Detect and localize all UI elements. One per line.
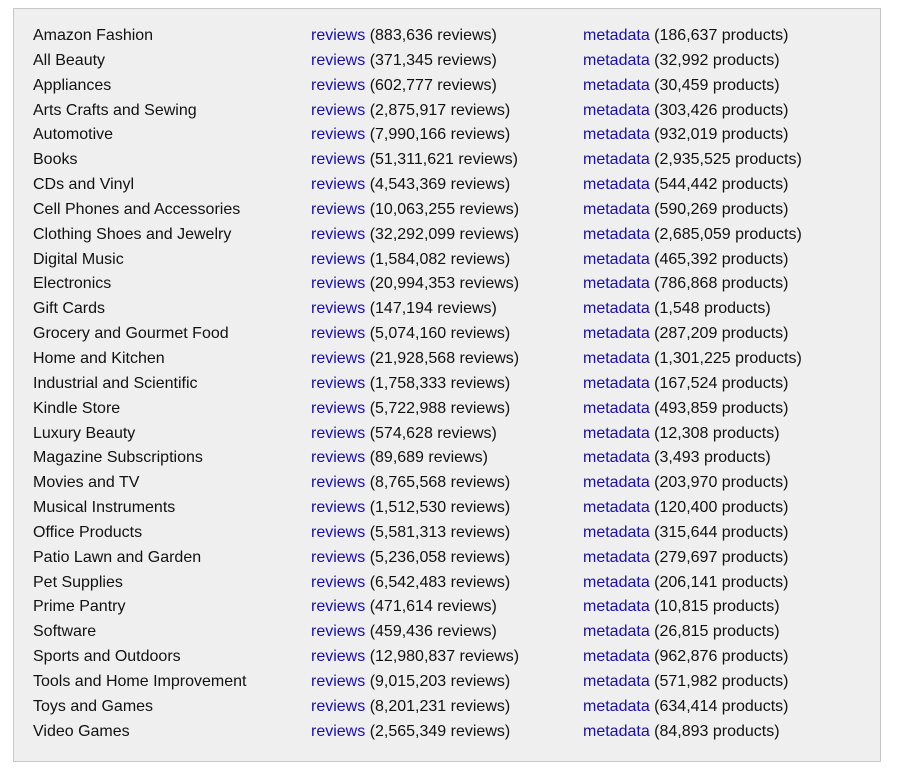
reviews-cell xyxy=(311,695,583,720)
reviews-cell xyxy=(311,620,583,645)
metadata-count: (186,637 products) xyxy=(654,27,789,44)
metadata-link[interactable]: metadata xyxy=(583,499,650,517)
reviews-cell xyxy=(311,322,583,347)
metadata-link[interactable]: metadata xyxy=(583,523,650,541)
reviews-link[interactable]: reviews xyxy=(311,349,366,367)
category-name: Patio Lawn and Garden xyxy=(33,548,202,566)
category-name: Digital Music xyxy=(33,250,124,268)
dataset-table-body xyxy=(33,24,823,744)
reviews-cell xyxy=(311,471,583,496)
reviews-cell xyxy=(311,248,583,273)
reviews-link[interactable]: reviews xyxy=(311,573,366,591)
table-row xyxy=(33,198,823,223)
metadata-count: (465,392 products) xyxy=(654,250,789,268)
metadata-count: (1,548 products) xyxy=(654,300,771,318)
reviews-count: (20,994,353 reviews) xyxy=(369,275,520,293)
reviews-link[interactable]: reviews xyxy=(311,76,366,94)
metadata-link[interactable]: metadata xyxy=(583,349,650,367)
metadata-count: (3,493 products) xyxy=(654,449,771,467)
reviews-link[interactable]: reviews xyxy=(311,101,366,119)
reviews-cell xyxy=(311,496,583,521)
metadata-cell xyxy=(583,422,823,447)
reviews-cell xyxy=(311,595,583,620)
reviews-link[interactable]: reviews xyxy=(311,672,366,690)
metadata-link[interactable]: metadata xyxy=(583,325,650,343)
reviews-cell xyxy=(311,123,583,148)
table-row xyxy=(33,322,823,347)
metadata-cell xyxy=(583,496,823,521)
reviews-count: (32,292,099 reviews) xyxy=(369,225,520,243)
reviews-count: (2,875,917 reviews) xyxy=(369,101,511,119)
category-name: Tools and Home Improvement xyxy=(33,672,247,690)
metadata-link[interactable]: metadata xyxy=(583,51,650,69)
metadata-link[interactable]: metadata xyxy=(583,548,650,566)
reviews-count: (9,015,203 reviews) xyxy=(369,672,511,690)
reviews-link[interactable]: reviews xyxy=(311,449,366,467)
reviews-link[interactable]: reviews xyxy=(311,126,366,144)
reviews-cell xyxy=(311,645,583,670)
table-row xyxy=(33,347,823,372)
reviews-link[interactable]: reviews xyxy=(311,374,366,392)
reviews-count: (574,628 reviews) xyxy=(369,424,497,442)
dataset-panel xyxy=(13,8,881,762)
metadata-cell xyxy=(583,322,823,347)
metadata-count: (634,414 products) xyxy=(654,697,789,715)
table-row xyxy=(33,571,823,596)
metadata-link[interactable]: metadata xyxy=(583,300,650,318)
reviews-count: (10,063,255 reviews) xyxy=(369,200,520,218)
metadata-cell xyxy=(583,74,823,99)
reviews-cell xyxy=(311,49,583,74)
table-row xyxy=(33,496,823,521)
metadata-cell xyxy=(583,521,823,546)
category-name: Prime Pantry xyxy=(33,598,126,616)
metadata-cell xyxy=(583,248,823,273)
category-name: Home and Kitchen xyxy=(33,349,165,367)
reviews-cell xyxy=(311,571,583,596)
category-name: CDs and Vinyl xyxy=(33,176,135,194)
reviews-count: (21,928,568 reviews) xyxy=(369,349,520,367)
metadata-count: (571,982 products) xyxy=(654,672,789,690)
reviews-link[interactable]: reviews xyxy=(311,275,366,293)
reviews-cell xyxy=(311,670,583,695)
metadata-count: (10,815 products) xyxy=(654,598,780,616)
category-name: Arts Crafts and Sewing xyxy=(33,101,197,119)
reviews-cell xyxy=(311,99,583,124)
table-row xyxy=(33,670,823,695)
reviews-cell xyxy=(311,422,583,447)
table-row xyxy=(33,422,823,447)
table-row xyxy=(33,74,823,99)
reviews-cell xyxy=(311,74,583,99)
metadata-cell xyxy=(583,49,823,74)
metadata-cell xyxy=(583,272,823,297)
table-row xyxy=(33,123,823,148)
reviews-cell xyxy=(311,297,583,322)
metadata-count: (203,970 products) xyxy=(654,474,789,492)
reviews-cell xyxy=(311,24,583,49)
reviews-cell xyxy=(311,347,583,372)
table-row xyxy=(33,595,823,620)
category-name: Pet Supplies xyxy=(33,573,123,591)
reviews-link[interactable]: reviews xyxy=(311,623,366,641)
metadata-cell xyxy=(583,372,823,397)
reviews-link[interactable]: reviews xyxy=(311,200,366,218)
metadata-link[interactable]: metadata xyxy=(583,225,650,243)
metadata-link[interactable]: metadata xyxy=(583,623,650,641)
metadata-count: (32,992 products) xyxy=(654,51,780,69)
table-row xyxy=(33,272,823,297)
reviews-link[interactable]: reviews xyxy=(311,151,366,169)
category-name: Clothing Shoes and Jewelry xyxy=(33,225,232,243)
table-row xyxy=(33,620,823,645)
reviews-cell xyxy=(311,397,583,422)
category-name: Industrial and Scientific xyxy=(33,374,198,392)
metadata-cell xyxy=(583,446,823,471)
metadata-count: (26,815 products) xyxy=(654,623,780,641)
reviews-cell xyxy=(311,223,583,248)
metadata-count: (590,269 products) xyxy=(654,200,789,218)
metadata-link[interactable]: metadata xyxy=(583,399,650,417)
metadata-cell xyxy=(583,670,823,695)
reviews-count: (459,436 reviews) xyxy=(369,623,497,641)
table-row xyxy=(33,546,823,571)
reviews-cell xyxy=(311,546,583,571)
reviews-cell xyxy=(311,720,583,745)
reviews-count: (1,584,082 reviews) xyxy=(369,250,511,268)
metadata-cell xyxy=(583,148,823,173)
table-row xyxy=(33,397,823,422)
reviews-link[interactable]: reviews xyxy=(311,176,366,194)
category-name: Video Games xyxy=(33,722,130,740)
table-row xyxy=(33,49,823,74)
category-name: Musical Instruments xyxy=(33,499,176,517)
metadata-cell xyxy=(583,223,823,248)
reviews-link[interactable]: reviews xyxy=(311,325,366,343)
metadata-link[interactable]: metadata xyxy=(583,449,650,467)
metadata-cell xyxy=(583,620,823,645)
reviews-link[interactable]: reviews xyxy=(311,399,366,417)
metadata-cell xyxy=(583,546,823,571)
reviews-count: (1,758,333 reviews) xyxy=(369,374,511,392)
metadata-count: (30,459 products) xyxy=(654,76,780,94)
reviews-link[interactable]: reviews xyxy=(311,27,366,44)
reviews-count: (147,194 reviews) xyxy=(369,300,497,318)
category-name: Books xyxy=(33,151,78,169)
metadata-cell xyxy=(583,397,823,422)
reviews-link[interactable]: reviews xyxy=(311,250,366,268)
reviews-link[interactable]: reviews xyxy=(311,474,366,492)
reviews-count: (5,236,058 reviews) xyxy=(369,548,511,566)
reviews-cell xyxy=(311,173,583,198)
metadata-count: (493,859 products) xyxy=(654,399,789,417)
reviews-link[interactable]: reviews xyxy=(311,548,366,566)
reviews-count: (2,565,349 reviews) xyxy=(369,722,511,740)
reviews-link[interactable]: reviews xyxy=(311,523,366,541)
reviews-count: (471,614 reviews) xyxy=(369,598,497,616)
reviews-cell xyxy=(311,446,583,471)
metadata-link[interactable]: metadata xyxy=(583,598,650,616)
metadata-cell xyxy=(583,645,823,670)
table-row xyxy=(33,521,823,546)
reviews-count: (883,636 reviews) xyxy=(369,27,497,44)
metadata-count: (120,400 products) xyxy=(654,499,789,517)
metadata-cell xyxy=(583,24,823,49)
reviews-count: (1,512,530 reviews) xyxy=(369,499,511,517)
metadata-link[interactable]: metadata xyxy=(583,126,650,144)
table-row xyxy=(33,695,823,720)
table-row xyxy=(33,645,823,670)
table-row xyxy=(33,297,823,322)
metadata-cell xyxy=(583,595,823,620)
metadata-count: (287,209 products) xyxy=(654,325,789,343)
reviews-link[interactable]: reviews xyxy=(311,51,366,69)
metadata-count: (962,876 products) xyxy=(654,648,789,666)
table-row xyxy=(33,372,823,397)
metadata-count: (315,644 products) xyxy=(654,523,789,541)
reviews-link[interactable]: reviews xyxy=(311,722,366,740)
category-name: Cell Phones and Accessories xyxy=(33,200,241,218)
reviews-cell xyxy=(311,198,583,223)
table-row xyxy=(33,99,823,124)
metadata-cell xyxy=(583,347,823,372)
category-name: Movies and TV xyxy=(33,474,140,492)
metadata-cell xyxy=(583,571,823,596)
metadata-link[interactable]: metadata xyxy=(583,275,650,293)
metadata-cell xyxy=(583,695,823,720)
category-name: Automotive xyxy=(33,126,114,144)
metadata-cell xyxy=(583,173,823,198)
metadata-link[interactable]: metadata xyxy=(583,250,650,268)
category-name: Software xyxy=(33,623,97,641)
reviews-cell xyxy=(311,372,583,397)
metadata-cell xyxy=(583,99,823,124)
metadata-link[interactable]: metadata xyxy=(583,374,650,392)
metadata-link[interactable]: metadata xyxy=(583,76,650,94)
reviews-cell xyxy=(311,148,583,173)
table-row xyxy=(33,148,823,173)
category-name: Amazon Fashion xyxy=(33,27,154,44)
category-name: Sports and Outdoors xyxy=(33,648,181,666)
reviews-count: (5,581,313 reviews) xyxy=(369,523,511,541)
table-row xyxy=(33,248,823,273)
category-name: Office Products xyxy=(33,523,143,541)
metadata-cell xyxy=(583,123,823,148)
category-name: Magazine Subscriptions xyxy=(33,449,203,467)
reviews-cell xyxy=(311,521,583,546)
reviews-link[interactable]: reviews xyxy=(311,300,366,318)
reviews-count: (4,543,369 reviews) xyxy=(369,176,511,194)
dataset-table xyxy=(33,24,823,744)
category-name: Gift Cards xyxy=(33,300,106,318)
metadata-count: (2,935,525 products) xyxy=(654,151,802,169)
reviews-count: (602,777 reviews) xyxy=(369,76,497,94)
category-name: Luxury Beauty xyxy=(33,424,136,442)
metadata-cell xyxy=(583,297,823,322)
metadata-link[interactable]: metadata xyxy=(583,697,650,715)
metadata-link[interactable]: metadata xyxy=(583,648,650,666)
metadata-link[interactable]: metadata xyxy=(583,424,650,442)
metadata-link[interactable]: metadata xyxy=(583,101,650,119)
metadata-count: (2,685,059 products) xyxy=(654,225,802,243)
category-name: All Beauty xyxy=(33,51,106,69)
metadata-count: (167,524 products) xyxy=(654,374,789,392)
reviews-count: (8,765,568 reviews) xyxy=(369,474,511,492)
category-name: Electronics xyxy=(33,275,112,293)
reviews-count: (12,980,837 reviews) xyxy=(369,648,520,666)
metadata-count: (303,426 products) xyxy=(654,101,789,119)
metadata-link[interactable]: metadata xyxy=(583,200,650,218)
metadata-count: (279,697 products) xyxy=(654,548,789,566)
reviews-link[interactable]: reviews xyxy=(311,697,366,715)
reviews-count: (5,074,160 reviews) xyxy=(369,325,511,343)
table-row xyxy=(33,173,823,198)
table-row xyxy=(33,223,823,248)
metadata-count: (1,301,225 products) xyxy=(654,349,802,367)
reviews-link[interactable]: reviews xyxy=(311,225,366,243)
reviews-count: (6,542,483 reviews) xyxy=(369,573,511,591)
category-name: Kindle Store xyxy=(33,399,121,417)
metadata-count: (12,308 products) xyxy=(654,424,780,442)
metadata-count: (932,019 products) xyxy=(654,126,789,144)
table-row xyxy=(33,471,823,496)
reviews-link[interactable]: reviews xyxy=(311,598,366,616)
metadata-count: (84,893 products) xyxy=(654,722,780,740)
metadata-link[interactable]: metadata xyxy=(583,573,650,591)
metadata-link[interactable]: metadata xyxy=(583,722,650,740)
metadata-count: (206,141 products) xyxy=(654,573,789,591)
reviews-count: (89,689 reviews) xyxy=(369,449,488,467)
metadata-cell xyxy=(583,471,823,496)
metadata-link[interactable]: metadata xyxy=(583,27,650,44)
metadata-link[interactable]: metadata xyxy=(583,672,650,690)
reviews-link[interactable]: reviews xyxy=(311,648,366,666)
reviews-link[interactable]: reviews xyxy=(311,424,366,442)
category-name: Toys and Games xyxy=(33,697,154,715)
reviews-link[interactable]: reviews xyxy=(311,499,366,517)
table-row xyxy=(33,24,823,49)
metadata-cell xyxy=(583,720,823,745)
reviews-cell xyxy=(311,272,583,297)
reviews-count: (371,345 reviews) xyxy=(369,51,497,69)
metadata-link[interactable]: metadata xyxy=(583,151,650,169)
category-name: Appliances xyxy=(33,76,112,94)
metadata-cell xyxy=(583,198,823,223)
category-name: Grocery and Gourmet Food xyxy=(33,325,229,343)
reviews-count: (7,990,166 reviews) xyxy=(369,126,511,144)
metadata-count: (544,442 products) xyxy=(654,176,789,194)
reviews-count: (51,311,621 reviews) xyxy=(369,151,518,169)
table-row xyxy=(33,446,823,471)
reviews-count: (5,722,988 reviews) xyxy=(369,399,511,417)
metadata-link[interactable]: metadata xyxy=(583,176,650,194)
reviews-count: (8,201,231 reviews) xyxy=(369,697,511,715)
table-row xyxy=(33,720,823,745)
metadata-count: (786,868 products) xyxy=(654,275,789,293)
metadata-link[interactable]: metadata xyxy=(583,474,650,492)
